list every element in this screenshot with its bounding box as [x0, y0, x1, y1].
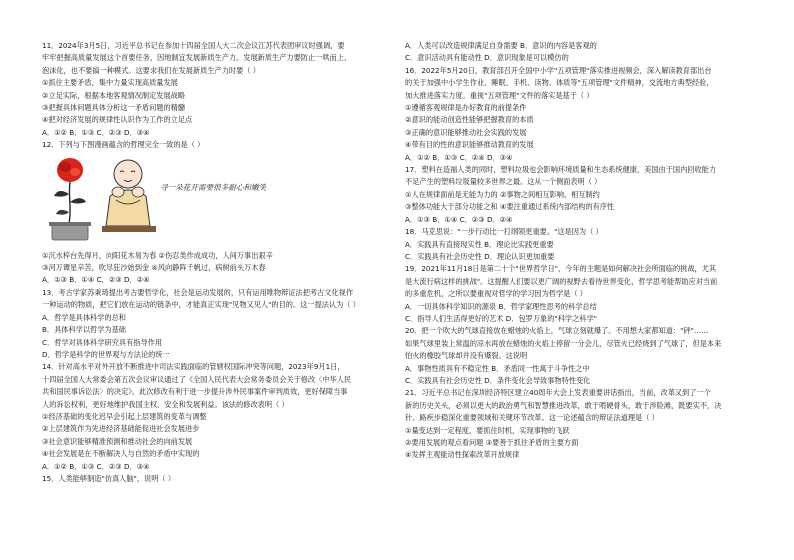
q13-option: C．哲学对具体科学研究具有指导作用	[42, 337, 163, 347]
q21-stem-line: 针、路疾步稳深化重要领域和关键环节改革。这一论述蕴含的辩证法道理是（ ）	[405, 413, 659, 423]
q21-stem-line: 21．习近平总书记在深圳经济特区建立40周年大会上发表重要讲话指出，当前，改革又到了一个	[405, 388, 711, 398]
q16-option: ④带有目的性的意识能够推动教育的发展	[405, 140, 534, 150]
q14-option: ④社会发展是在不断解决人与自然的矛盾中实现的	[42, 449, 200, 459]
q19-option: A．一切具体科学知识的源泉 B．哲学家理性思考的科学总结	[405, 301, 597, 311]
q16-option: ③正确的意识能够推动社会实践的发展	[405, 127, 527, 137]
q21-stem-line: 新的历史关头，必须以更大的政治勇气和智慧推进改革，敢于啃硬骨头，敢于涉险滩，既要实不，决	[405, 400, 722, 410]
q11-option: ④把对经济发展的规律性认识作为工作的立足点	[42, 115, 193, 125]
q15-option: C．意识活动具有能动性 D．意识现象是可以模仿的	[405, 53, 569, 63]
q16-option: ①遵循客观规律是办好教育的前提条件	[405, 103, 527, 113]
q20-option: A．事物性质具有不稳定性 B．矛盾同一性寓于斗争性之中	[405, 363, 590, 373]
q17-stem-line: 不足产生的塑料垃圾量较多世界之最。这从一个侧面表明（ ）	[405, 177, 602, 187]
q14-stem-line: 十四届全国人大常委会第五次会议审议通过了《全国人民代表大会常务委员会关于修改〈中华人民	[42, 374, 352, 384]
q17-answers: A．①③ B．①④ C．②③ D．②④	[405, 214, 513, 224]
q16-stem-line: 加大推进落实力度。重视"五项管理"文件的落实是基于（ ）	[405, 90, 594, 100]
q14-option: ①经济基础的变化迟早会引起上层建筑的变革与调整	[42, 411, 207, 421]
q11-option: ①抓住主要矛盾，集中力量实现高质量发展	[42, 78, 178, 88]
q11-option: ③把握具体问题具体分析这一矛盾问题的精髓	[42, 103, 186, 113]
q13-option: A．哲学是具体科学的总和	[42, 312, 126, 322]
q16-stem-line: 的关于加强中小学生作业、睡眠、手机、读物、体质等"五项管理"文件精神，交流地方典型经验，	[405, 78, 714, 88]
q20-option: C．实践具有社会历史性 D．条件变化会导致事物特性变化	[405, 375, 591, 385]
q17-stem-line: 17．塑料在造福人类的同时，塑料垃圾也会影响环境质量和生态系统健康，美国由于国内回收能力	[405, 165, 717, 175]
q15-option: A．人类可以改造规律满足自身需要 B．意识的内容是客观的	[405, 41, 597, 50]
q16-option: ②意识的能动创造性能够把握教育的本质	[405, 115, 534, 125]
q16-answers: A．①② B．①③ C．②④ D．③④	[405, 152, 513, 162]
q18-option: C．实践具有社会历史性 D．理论认识更加重要	[405, 251, 555, 261]
q13-option: B．具体科学以哲学为基础	[42, 325, 126, 335]
q19-stem-line: 是大流行病这样的挑战"。这提醒人们要以更广阔的视野去看待世界变化，哲学思考能帮助应对当前	[405, 276, 718, 286]
q18-option: A．实践具有直接现实性 B．理论比实践更重要	[405, 239, 554, 249]
q14-option: ②上层建筑作为先进经济基础能促进社会发展进步	[42, 424, 200, 434]
potted-flower-illustration	[46, 152, 94, 246]
q11-answers: A．①② B．①③ C．②③ D．③④	[42, 127, 150, 137]
q14-stem-line: 共和国民事诉讼法〉的决定》。此次修改有利于进一步提升涉外民事案件审判质效，更好保障当事	[42, 387, 348, 397]
q12-option: ①沉水梓台先得月，向阳花木易为春 ②伤忍类作成成功，人间万事出艰辛	[42, 250, 273, 260]
q12-option: ③河万谭星辛苦，吹尽狂沙始到金 ④风向静阵千帆过，病树前头万木春	[42, 263, 266, 273]
q20-stem-line: 20．把一个吹大的气球直接放在蜡烛的火焰上，气球立刻就爆了。不用想大家都知道："砰"……	[405, 326, 709, 336]
q17-option: ③整体功能大于部分功能之和 ④要注重通过系统内部结构的有序性	[405, 202, 615, 212]
q13-option: D．哲学是科学的世界观与方法论的统一	[42, 349, 170, 359]
q14-answers: A．①② B．①③ C．②③ D．③④	[42, 461, 150, 471]
q19-option: C．指导人们生活得更好的艺术 D．包罗万象的"科学之科学"	[405, 313, 597, 323]
q11-stem-line: 泡沫化，也不要搞一种模式。这要求我们在发展新质生产力时要（ ）	[42, 65, 260, 75]
cartoon-caption: 寻一朵花开需要很多耐心和嫩笑	[160, 182, 267, 192]
q13-stem-line: 13．考古学家苏秉琦提出考古要哲学化，社会是运动发展的，只有运用唯物辩证法把考古文化视作	[42, 287, 354, 297]
q16-stem-line: 16．2022年5月20日，教育部召开全国中小学"五项管理"落实推进视频会，深入解读教育部出台	[405, 65, 712, 75]
q11-stem-line: 11．2024年3月5日，习近平总书记在参加十四届全国人大二次会议江苏代表团审议时强调，要	[42, 41, 345, 50]
left-column	[42, 40, 400, 485]
q17-option: ①人在规律面前是无能为力的 ②事物之间相互影响、相互制约	[405, 189, 600, 199]
q20-stem-line: 怕火的橡胶气球却并没有爆裂。这说明	[405, 351, 528, 361]
q11-option: ②立足实际，根据本地客观情况制定发展战略	[42, 90, 186, 100]
q18-stem: 18．马克思说："一步行动比一打纲领更重要。"这是因为（ ）	[405, 227, 603, 237]
q12-answers: A．①③ B．①④ C．②③ D．②④	[42, 275, 150, 285]
q21-option: ④发挥主观能动性探索改革开放规律	[405, 450, 520, 460]
q12-cartoon	[42, 152, 400, 250]
meditating-monk-illustration	[100, 156, 158, 246]
q13-stem-line: 一种运动的物质，把它们放在运动的链条中，才能真正实现"见物又见人"的目的。这一提法认为（ ）	[42, 300, 360, 310]
q14-option: ③社会意识能够精准预测和推动社会的向前发展	[42, 436, 193, 446]
q21-option: ②要用发展的观点看问题 ③要善于抓住矛盾的主要方面	[405, 438, 579, 447]
q14-stem-line: 人的诉讼权利，更好地维护我国主权、安全和发展利益。该法的修改表明（ ）	[42, 399, 289, 409]
q20-stem-line: 如果气球里装上常温的凉水再放在蜡烛的火焰上停留一分会儿，尽管火已经烧到了气球了，但是本来	[405, 338, 722, 348]
q14-stem-line: 14．针对高水平对外开放不断推进中司法实践面临的管辖权国际冲突等问题，2023年9月1日，	[42, 362, 345, 372]
q11-stem-line: 牢牢把握高质量发展这个首要任务，因地制宜发展新质生产力。发展新质生产力要防止一哄而上、	[42, 53, 352, 63]
q15-stem: 15．人类能够制造"仿真人脑"，说明（ ）	[42, 473, 176, 483]
q19-stem-line: 的多重危机，之所以要重视对哲学的学习因为哲学是（ ）	[405, 289, 587, 299]
q12-stem: 12．下列与下图漫画蕴含的哲理完全一致的是（ ）	[42, 140, 205, 150]
right-column	[405, 40, 763, 462]
q21-option: ①量变达到一定程度，要抓住时机，实现事物的飞跃	[405, 425, 570, 435]
q19-stem-line: 19．2021年11月18日是第二十个"世界哲学日"，今年的主题是如何解决社会所面临的挑战，尤其	[405, 264, 717, 274]
